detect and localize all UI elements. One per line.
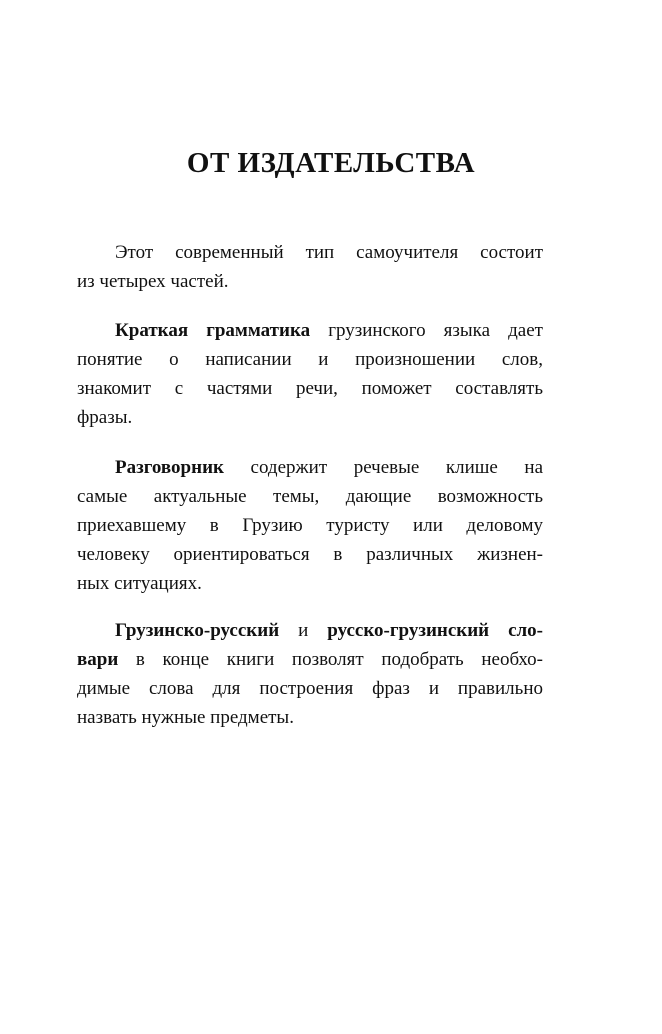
- bold-term: Грузинско-русский: [115, 620, 280, 641]
- text-line: [77, 238, 543, 267]
- text-run: в конце книги позволят подобрать необхо-: [118, 649, 543, 670]
- text-line: [77, 511, 543, 540]
- paragraph-intro: [77, 238, 543, 296]
- text-line: [77, 703, 543, 732]
- text-line: [77, 569, 543, 598]
- paragraph-grammar: [77, 316, 543, 432]
- paragraph-dictionaries: [77, 616, 543, 732]
- text-run: грузинского языка дает: [310, 320, 543, 341]
- text-line: [77, 267, 543, 296]
- text-run: содержит речевые клише на: [223, 457, 543, 478]
- text-line: [77, 616, 543, 645]
- bold-term: Разговорник: [115, 457, 224, 478]
- text-run: назвать нужные предметы.: [77, 707, 294, 728]
- paragraph-phrasebook: [77, 453, 543, 598]
- text-run: Этот современный тип самоучителя состоит: [115, 242, 543, 263]
- text-line: [77, 316, 543, 345]
- text-line: [77, 482, 543, 511]
- text-line: [77, 453, 543, 482]
- text-line: [77, 540, 543, 569]
- text-run: из четырех частей.: [77, 271, 229, 292]
- bold-term: вари: [77, 649, 119, 670]
- bold-term: русско-грузинский сло-: [327, 620, 544, 641]
- text-run: понятие о написании и произношении слов,: [77, 349, 543, 370]
- text-line: [77, 374, 543, 403]
- text-line: [77, 345, 543, 374]
- text-run: знакомит с частями речи, поможет составлять: [77, 378, 543, 399]
- text-run: фразы.: [77, 407, 133, 428]
- text-run: человеку ориентироваться в различных жизнен-: [77, 544, 543, 565]
- text-run: димые слова для построения фраз и правильно: [77, 678, 543, 699]
- text-run: и: [279, 620, 328, 641]
- page-title: ОТ ИЗДАТЕЛЬСТВА: [186, 147, 476, 179]
- text-run: приехавшему в Грузию туристу или деловому: [77, 515, 543, 536]
- text-run: самые актуальные темы, дающие возможность: [77, 486, 543, 507]
- text-line: [77, 674, 543, 703]
- text-line: [77, 645, 543, 674]
- text-line: [77, 403, 543, 432]
- text-run: ных ситуациях.: [77, 573, 202, 594]
- bold-term: Краткая грамматика: [115, 320, 311, 341]
